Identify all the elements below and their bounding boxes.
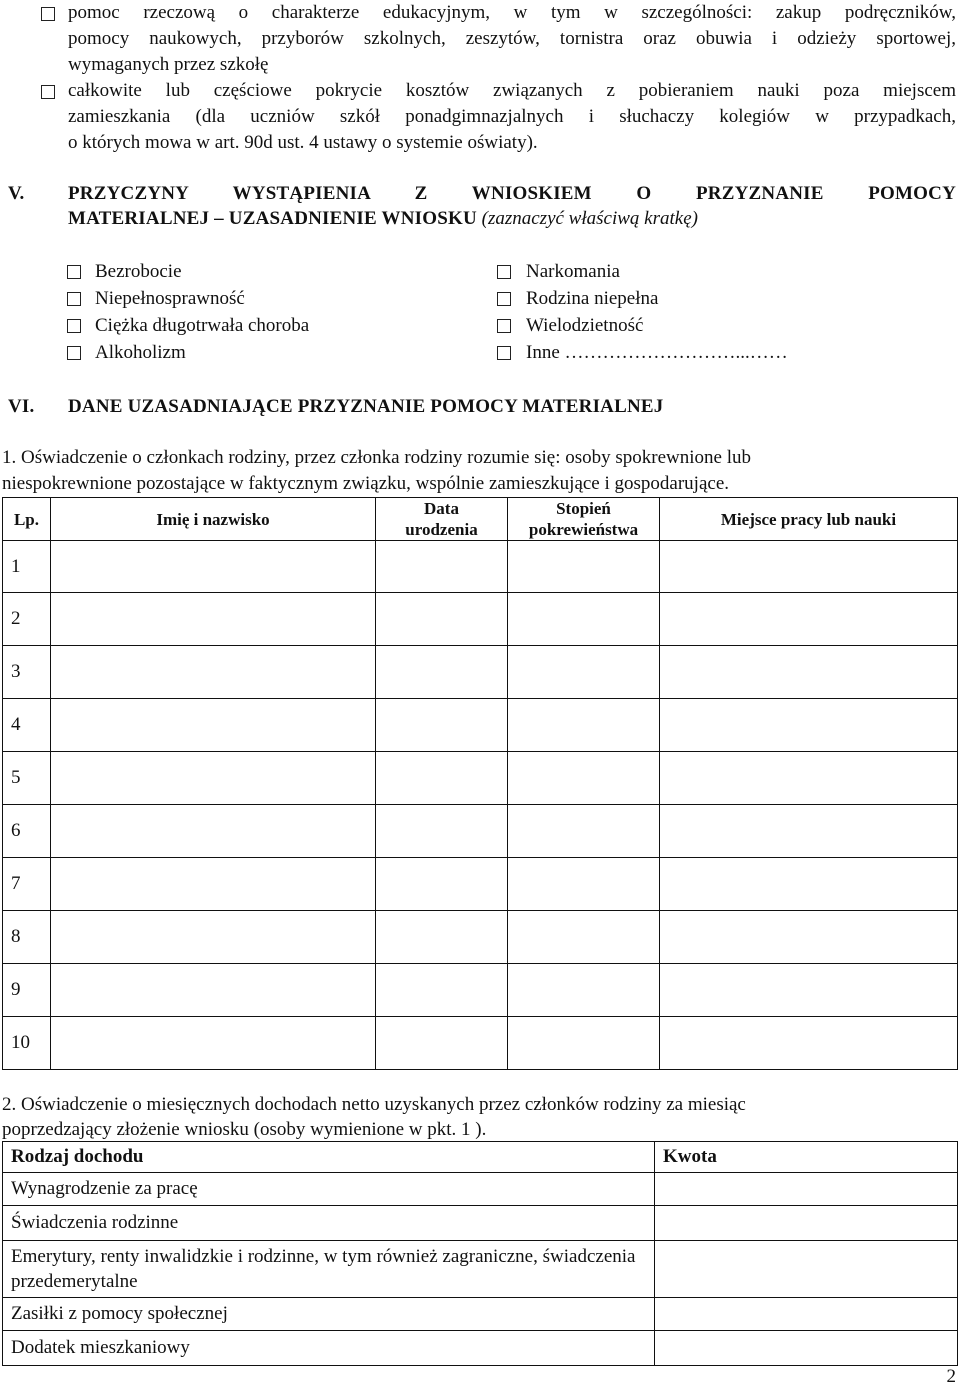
income-type-cell: Zasiłki z pomocy społecznej xyxy=(3,1298,655,1331)
workplace-cell[interactable] xyxy=(660,646,958,699)
income-statement-line-2: poprzedzający złożenie wniosku (osoby wymienione w pkt. 1 ). xyxy=(2,1119,487,1140)
name-cell[interactable] xyxy=(51,593,376,646)
travel-costs-line-2: zamieszkania (dla uczniów szkół ponadgimnazjalnych i słuchaczy kolegiów w przypadkach, xyxy=(68,106,956,127)
workplace-cell[interactable] xyxy=(660,911,958,964)
name-cell[interactable] xyxy=(51,646,376,699)
table-row xyxy=(3,1241,958,1298)
table-row xyxy=(3,1206,958,1241)
educational-aid-line-2: pomocy naukowych, przyborów szkolnych, zeszytów, tornistra oraz obuwia i odzieży sportowej, xyxy=(68,28,956,49)
birth-date-cell[interactable] xyxy=(376,1017,508,1070)
income-type-cell: Emerytury, renty inwalidzkie i rodzinne, w tym również zagraniczne, świadczenia przedemerytalne xyxy=(3,1241,655,1298)
reason-inne[interactable]: Inne ………………………...…… xyxy=(526,342,788,363)
income-statement-line-1: 2. Oświadczenie o miesięcznych dochodach netto uzyskanych przez członków rodziny za miesiąc xyxy=(2,1094,746,1115)
birth-date-cell[interactable] xyxy=(376,541,508,593)
travel-costs-line-3: o których mowa w art. 90d ust. 4 ustawy o systemie oświaty). xyxy=(68,132,538,153)
row-number: 9 xyxy=(3,964,51,1017)
table-row xyxy=(3,593,958,646)
family-members-table xyxy=(2,497,958,1070)
section-5-title-line-2 xyxy=(68,207,698,231)
relationship-cell[interactable] xyxy=(508,858,660,911)
section-5-number: V. xyxy=(8,183,25,204)
reason-ciezka-choroba: Ciężka długotrwała choroba xyxy=(95,315,310,336)
checkbox-bezrobocie[interactable] xyxy=(67,265,81,279)
checkbox-rodzina-niepelna[interactable] xyxy=(497,292,511,306)
header-name: Imię i nazwisko xyxy=(51,498,376,541)
row-number: 10 xyxy=(3,1017,51,1070)
table-row xyxy=(3,1331,958,1366)
row-number: 1 xyxy=(3,541,51,593)
name-cell[interactable] xyxy=(51,964,376,1017)
row-number: 3 xyxy=(3,646,51,699)
row-number: 4 xyxy=(3,699,51,752)
reason-alkoholizm: Alkoholizm xyxy=(95,342,186,363)
section-5-title-line-1: PRZYCZYNY WYSTĄPIENIA Z WNIOSKIEM O PRZYZNANIE POMOCY xyxy=(68,183,956,204)
birth-date-cell[interactable] xyxy=(376,911,508,964)
checkbox-travel-costs[interactable] xyxy=(41,85,55,99)
amount-cell[interactable] xyxy=(655,1206,958,1241)
income-type-cell: Dodatek mieszkaniowy xyxy=(3,1331,655,1366)
header-lp: Lp. xyxy=(3,498,51,541)
educational-aid-line-1: pomoc rzeczową o charakterze edukacyjnym, w tym w szczególności: zakup podręczników, xyxy=(68,2,956,23)
checkbox-wielodzietnosc[interactable] xyxy=(497,319,511,333)
reason-rodzina-niepelna: Rodzina niepełna xyxy=(526,288,659,309)
name-cell[interactable] xyxy=(51,858,376,911)
table-row xyxy=(3,1173,958,1206)
name-cell[interactable] xyxy=(51,805,376,858)
table-row xyxy=(3,1298,958,1331)
workplace-cell[interactable] xyxy=(660,858,958,911)
workplace-cell[interactable] xyxy=(660,805,958,858)
table-row xyxy=(3,699,958,752)
family-statement-line-1: 1. Oświadczenie o członkach rodziny, przez członka rodziny rozumie się: osoby spokrewnione lub xyxy=(2,447,752,468)
checkbox-narkomania[interactable] xyxy=(497,265,511,279)
checkbox-ciezka-choroba[interactable] xyxy=(67,319,81,333)
amount-cell[interactable] xyxy=(655,1331,958,1366)
table-row xyxy=(3,541,958,593)
relationship-cell[interactable] xyxy=(508,805,660,858)
row-number: 6 xyxy=(3,805,51,858)
workplace-cell[interactable] xyxy=(660,541,958,593)
name-cell[interactable] xyxy=(51,541,376,593)
name-cell[interactable] xyxy=(51,911,376,964)
header-relationship: Stopień pokrewieństwa xyxy=(508,498,660,541)
reason-niepelnosprawnosc: Niepełnosprawność xyxy=(95,288,245,309)
educational-aid-line-3: wymaganych przez szkołę xyxy=(68,54,269,75)
table-row xyxy=(3,752,958,805)
row-number: 2 xyxy=(3,593,51,646)
birth-date-cell[interactable] xyxy=(376,699,508,752)
birth-date-cell[interactable] xyxy=(376,858,508,911)
table-row xyxy=(3,911,958,964)
section-6-title: DANE UZASADNIAJĄCE PRZYZNANIE POMOCY MATERIALNEJ xyxy=(68,396,664,417)
name-cell[interactable] xyxy=(51,699,376,752)
table-row xyxy=(3,646,958,699)
birth-date-cell[interactable] xyxy=(376,646,508,699)
workplace-cell[interactable] xyxy=(660,752,958,805)
relationship-cell[interactable] xyxy=(508,752,660,805)
header-amount: Kwota xyxy=(655,1142,958,1173)
relationship-cell[interactable] xyxy=(508,646,660,699)
income-type-cell: Wynagrodzenie za pracę xyxy=(3,1173,655,1206)
birth-date-cell[interactable] xyxy=(376,752,508,805)
birth-date-cell[interactable] xyxy=(376,593,508,646)
checkbox-alkoholizm[interactable] xyxy=(67,346,81,360)
workplace-cell[interactable] xyxy=(660,593,958,646)
relationship-cell[interactable] xyxy=(508,699,660,752)
section-5-title-text: MATERIALNEJ – UZASADNIENIE WNIOSKU xyxy=(68,208,477,229)
table-row xyxy=(3,1017,958,1070)
workplace-cell[interactable] xyxy=(660,1017,958,1070)
relationship-cell[interactable] xyxy=(508,593,660,646)
header-workplace: Miejsce pracy lub nauki xyxy=(660,498,958,541)
amount-cell[interactable] xyxy=(655,1241,958,1298)
table-row xyxy=(3,805,958,858)
relationship-cell[interactable] xyxy=(508,911,660,964)
table-row xyxy=(3,858,958,911)
family-statement-line-2: niespokrewnione pozostające w faktycznym związku, wspólnie zamieszkujące i gospodarujące. xyxy=(2,473,730,494)
section-5-hint: (zaznaczyć właściwą kratkę) xyxy=(481,208,698,229)
workplace-cell[interactable] xyxy=(660,964,958,1017)
workplace-cell[interactable] xyxy=(660,699,958,752)
reason-narkomania: Narkomania xyxy=(526,261,620,282)
row-number: 8 xyxy=(3,911,51,964)
income-table xyxy=(2,1141,958,1366)
table-row xyxy=(3,964,958,1017)
relationship-cell[interactable] xyxy=(508,541,660,593)
name-cell[interactable] xyxy=(51,1017,376,1070)
reason-wielodzietnosc: Wielodzietność xyxy=(526,315,644,336)
header-birth-date: Data urodzenia xyxy=(376,498,508,541)
checkbox-inne[interactable] xyxy=(497,346,511,360)
checkbox-niepelnosprawnosc[interactable] xyxy=(67,292,81,306)
relationship-cell[interactable] xyxy=(508,1017,660,1070)
reason-bezrobocie: Bezrobocie xyxy=(95,261,182,282)
header-income-type: Rodzaj dochodu xyxy=(3,1142,655,1173)
section-6-number: VI. xyxy=(8,396,35,417)
relationship-cell[interactable] xyxy=(508,964,660,1017)
amount-cell[interactable] xyxy=(655,1173,958,1206)
income-type-cell: Świadczenia rodzinne xyxy=(3,1206,655,1241)
page-number: 2 xyxy=(946,1366,956,1387)
row-number: 5 xyxy=(3,752,51,805)
checkbox-educational-aid[interactable] xyxy=(41,7,55,21)
amount-cell[interactable] xyxy=(655,1298,958,1331)
row-number: 7 xyxy=(3,858,51,911)
birth-date-cell[interactable] xyxy=(376,964,508,1017)
name-cell[interactable] xyxy=(51,752,376,805)
birth-date-cell[interactable] xyxy=(376,805,508,858)
travel-costs-line-1: całkowite lub częściowe pokrycie kosztów związanych z pobieraniem nauki poza miejscem xyxy=(68,80,956,101)
